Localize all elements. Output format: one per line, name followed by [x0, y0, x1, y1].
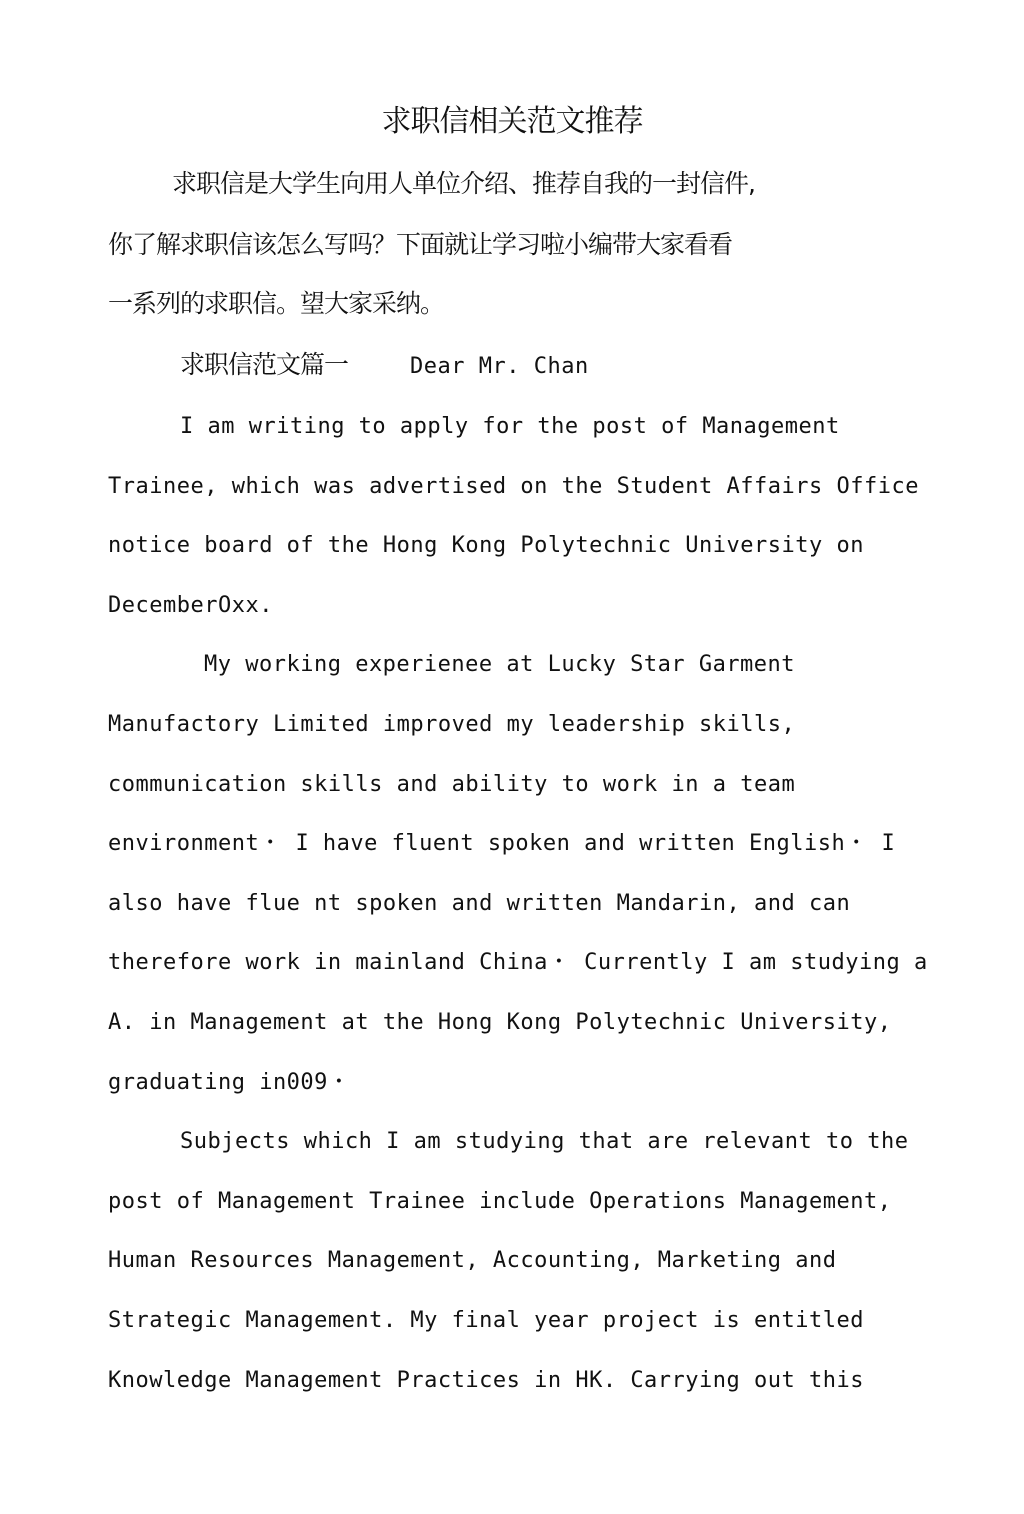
body-line-7: communication skills and ability to work in a team	[108, 772, 796, 797]
intro-line-1: 求职信是大学生向用人单位介绍、推荐自我的一封信件,	[172, 169, 755, 198]
body-line-8: environment・ I have fluent spoken and written English・ I	[108, 831, 896, 856]
body-line-14: post of Management Trainee include Operations Management,	[108, 1189, 892, 1214]
document-title: 求职信相关范文推荐	[381, 104, 643, 139]
body-line-9: also have flue nt spoken and written Mandarin, and can	[108, 891, 851, 916]
body-line-11: A. in Management at the Hong Kong Polytechnic University,	[108, 1010, 892, 1035]
body-line-3: notice board of the Hong Kong Polytechnic University on	[108, 533, 864, 558]
body-line-17: Knowledge Management Practices in HK. Carrying out this	[108, 1368, 864, 1393]
body-line-1: I am writing to apply for the post of Management	[180, 414, 840, 439]
salutation: Dear Mr. Chan	[410, 354, 589, 379]
body-line-6: Manufactory Limited improved my leadership skills,	[108, 712, 796, 737]
body-line-2: Trainee, which was advertised on the Student Affairs Office	[108, 474, 919, 499]
section-heading-cn: 求职信范文篇一	[180, 350, 349, 379]
body-line-12: graduating in009・	[108, 1070, 351, 1095]
body-line-15: Human Resources Management, Accounting, Marketing and	[108, 1248, 837, 1273]
body-line-16: Strategic Management. My final year project is entitled	[108, 1308, 864, 1333]
intro-line-2: 你了解求职信该怎么写吗？下面就让学习啦小编带大家看看	[108, 230, 733, 259]
body-line-5: My working experienee at Lucky Star Garment	[204, 652, 796, 677]
body-line-10: therefore work in mainland China・ Currently I am studying a	[108, 950, 928, 975]
body-line-4: DecemberOxx.	[108, 593, 273, 618]
intro-line-3: 一系列的求职信。望大家采纳。	[108, 289, 445, 318]
section-heading	[180, 347, 589, 385]
body-line-13: Subjects which I am studying that are relevant to the	[180, 1129, 909, 1154]
